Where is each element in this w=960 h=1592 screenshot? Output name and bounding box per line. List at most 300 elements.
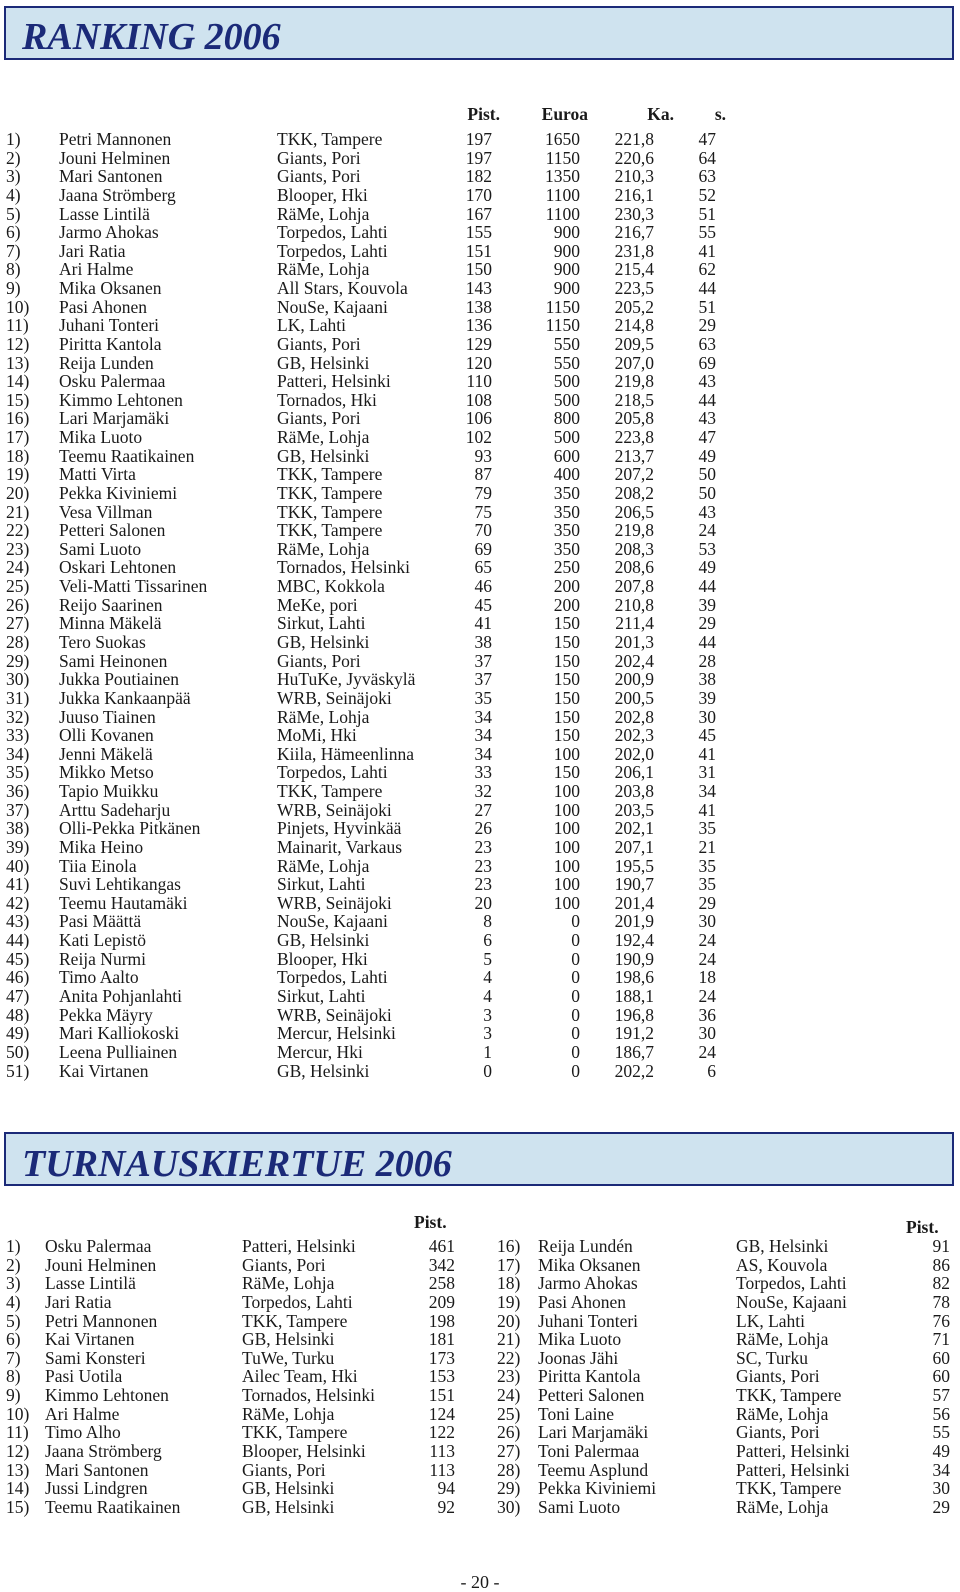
tour-row <box>0 1479 960 1498</box>
series: 35 <box>698 818 716 839</box>
series: 64 <box>698 147 716 168</box>
rank: 11) <box>6 1422 29 1443</box>
points: 65 <box>474 557 492 578</box>
player-name: Sami Luoto <box>59 538 142 559</box>
team: Blooper, Hki <box>277 184 368 205</box>
average: 231,8 <box>614 240 654 261</box>
points: 30 <box>932 1478 950 1499</box>
series: 28 <box>698 650 716 671</box>
euros: 500 <box>553 371 580 392</box>
player-name: Teemu Asplund <box>538 1459 649 1480</box>
series: 24 <box>698 1041 716 1062</box>
series: 62 <box>698 259 716 280</box>
euros: 0 <box>571 967 580 988</box>
euros: 250 <box>553 557 580 578</box>
series: 24 <box>698 985 716 1006</box>
ranking-row <box>0 912 960 931</box>
average: 210,3 <box>614 166 654 187</box>
team: TKK, Tampere <box>277 482 383 503</box>
rank: 16) <box>6 408 30 429</box>
points: 37 <box>474 650 492 671</box>
rank: 20) <box>497 1310 521 1331</box>
points: 3 <box>483 1004 492 1025</box>
team: GB, Helsinki <box>736 1236 829 1256</box>
points: 37 <box>474 669 492 690</box>
header-s: s. <box>714 104 726 124</box>
player-name: Teemu Raatikainen <box>45 1496 181 1517</box>
points: 129 <box>465 333 492 354</box>
player-name: Piritta Kantola <box>59 333 162 354</box>
team: TKK, Tampere <box>277 129 383 149</box>
average: 190,9 <box>614 948 654 969</box>
team: Mercur, Hki <box>277 1041 363 1062</box>
euros: 1350 <box>545 166 580 187</box>
points: 3 <box>483 1023 492 1044</box>
average: 200,9 <box>614 669 654 690</box>
series: 43 <box>698 408 716 429</box>
player-name: Piritta Kantola <box>538 1366 641 1387</box>
ranking-title: RANKING 2006 <box>22 16 281 58</box>
euros: 350 <box>553 482 580 503</box>
series: 49 <box>698 557 716 578</box>
points: 49 <box>932 1440 950 1461</box>
average: 210,8 <box>614 594 654 615</box>
series: 44 <box>698 389 716 410</box>
average: 219,8 <box>614 371 654 392</box>
average: 190,7 <box>614 874 654 895</box>
points: 70 <box>474 520 492 541</box>
series: 41 <box>698 799 716 820</box>
tour-row <box>0 1274 960 1293</box>
tour-row <box>0 1461 960 1480</box>
team: MoMi, Hki <box>277 725 357 746</box>
player-name: Pasi Ahonen <box>538 1291 626 1312</box>
player-name: Timo Alho <box>45 1422 121 1443</box>
player-name: Matti Virta <box>59 464 136 485</box>
series: 30 <box>698 706 716 727</box>
points: 56 <box>932 1403 950 1424</box>
euros: 1150 <box>545 296 580 317</box>
points: 60 <box>932 1366 950 1387</box>
ranking-row <box>0 745 960 764</box>
rank: 45) <box>6 948 30 969</box>
team: Torpedos, Lahti <box>277 240 388 261</box>
player-name: Minna Mäkelä <box>59 613 162 634</box>
team: Giants, Pori <box>242 1254 326 1275</box>
player-name: Jukka Poutiainen <box>59 669 180 690</box>
points: 34 <box>474 706 492 727</box>
average: 216,7 <box>614 222 654 243</box>
team: NouSe, Kajaani <box>736 1291 847 1312</box>
ranking-row <box>0 819 960 838</box>
ranking-row <box>0 1062 960 1081</box>
points: 94 <box>437 1478 455 1499</box>
player-name: Pekka Mäyry <box>59 1004 153 1025</box>
average: 201,3 <box>614 632 654 652</box>
euros: 900 <box>553 222 580 243</box>
ranking-row <box>0 1043 960 1062</box>
average: 186,7 <box>614 1041 654 1062</box>
euros: 100 <box>553 892 580 913</box>
player-name: Vesa Villman <box>59 501 153 522</box>
ranking-row <box>0 428 960 447</box>
rank: 17) <box>497 1254 521 1275</box>
ranking-row <box>0 149 960 168</box>
rank: 47) <box>6 985 30 1006</box>
player-name: Kati Lepistö <box>59 930 146 951</box>
euros: 0 <box>571 948 580 969</box>
team: Patteri, Helsinki <box>242 1236 356 1256</box>
team: Blooper, Hki <box>277 948 368 969</box>
points: 46 <box>474 576 492 597</box>
euros: 0 <box>571 1023 580 1044</box>
euros: 900 <box>553 240 580 261</box>
team: WRB, Seinäjoki <box>277 892 392 913</box>
team: Pinjets, Hyvinkää <box>277 818 402 839</box>
points: 110 <box>466 371 492 392</box>
points: 342 <box>428 1254 455 1275</box>
points: 23 <box>474 836 492 857</box>
rank: 12) <box>6 1440 30 1461</box>
rank: 7) <box>6 1347 21 1368</box>
average: 211,4 <box>615 613 654 634</box>
euros: 100 <box>553 874 580 895</box>
points: 29 <box>932 1496 950 1517</box>
points: 69 <box>474 538 492 559</box>
tour-row <box>0 1237 960 1256</box>
rank: 8) <box>6 1366 21 1387</box>
series: 44 <box>698 632 716 652</box>
euros: 550 <box>553 352 580 373</box>
team: Tornados, Helsinki <box>242 1385 375 1406</box>
points: 113 <box>429 1459 455 1480</box>
series: 53 <box>698 538 716 559</box>
euros: 0 <box>571 930 580 951</box>
rank: 13) <box>6 1459 30 1480</box>
points: 113 <box>429 1440 455 1461</box>
points: 6 <box>483 930 492 951</box>
series: 55 <box>698 222 716 243</box>
points: 209 <box>428 1291 455 1312</box>
rank: 3) <box>6 166 21 187</box>
euros: 150 <box>553 706 580 727</box>
player-name: Osku Palermaa <box>45 1236 152 1256</box>
points: 106 <box>465 408 492 429</box>
euros: 0 <box>571 1004 580 1025</box>
rank: 3) <box>6 1273 21 1294</box>
team: NouSe, Kajaani <box>277 296 388 317</box>
team: RäMe, Lohja <box>736 1403 829 1424</box>
rank: 24) <box>6 557 30 578</box>
average: 221,8 <box>614 129 654 149</box>
team: GB, Helsinki <box>277 632 370 652</box>
euros: 150 <box>553 669 580 690</box>
rank: 15) <box>6 1496 30 1517</box>
average: 203,5 <box>614 799 654 820</box>
average: 206,5 <box>614 501 654 522</box>
rank: 49) <box>6 1023 30 1044</box>
player-name: Jouni Helminen <box>59 147 171 168</box>
points: 197 <box>465 129 492 149</box>
euros: 1100 <box>545 184 580 205</box>
player-name: Mari Santonen <box>45 1459 149 1480</box>
ranking-row <box>0 186 960 205</box>
team: MBC, Kokkola <box>277 576 385 597</box>
average: 201,4 <box>614 892 654 913</box>
points: 170 <box>465 184 492 205</box>
player-name: Juuso Tiainen <box>59 706 156 727</box>
average: 208,3 <box>614 538 654 559</box>
series: 29 <box>698 315 716 336</box>
points: 79 <box>474 482 492 503</box>
rank: 20) <box>6 482 30 503</box>
rank: 30) <box>497 1496 521 1517</box>
player-name: Joonas Jähi <box>538 1347 619 1368</box>
series: 63 <box>698 333 716 354</box>
average: 218,5 <box>614 389 654 410</box>
rank: 23) <box>6 538 30 559</box>
team: TKK, Tampere <box>277 781 383 802</box>
player-name: Pasi Ahonen <box>59 296 147 317</box>
player-name: Toni Palermaa <box>538 1440 640 1461</box>
rank: 8) <box>6 259 21 280</box>
player-name: Pekka Kiviniemi <box>59 482 178 503</box>
ranking-row <box>0 558 960 577</box>
average: 201,9 <box>614 911 654 932</box>
points: 102 <box>465 427 492 448</box>
series: 39 <box>698 687 716 708</box>
euros: 150 <box>553 650 580 671</box>
player-name: Ari Halme <box>59 259 134 280</box>
player-name: Mika Oksanen <box>538 1254 641 1275</box>
player-name: Olli Kovanen <box>59 725 154 746</box>
team: Torpedos, Lahti <box>242 1291 353 1312</box>
tour-left-header-pist: Pist. <box>414 1212 447 1232</box>
euros: 200 <box>553 594 580 615</box>
rank: 2) <box>6 1254 21 1275</box>
player-name: Lasse Lintilä <box>59 203 150 224</box>
points: 93 <box>474 445 492 466</box>
rank: 37) <box>6 799 30 820</box>
series: 69 <box>698 352 716 373</box>
header-euroa: Euroa <box>541 104 588 124</box>
euros: 150 <box>553 725 580 746</box>
tour-title: TURNAUSKIERTUE 2006 <box>22 1143 452 1185</box>
team: GB, Helsinki <box>242 1496 335 1517</box>
team: GB, Helsinki <box>242 1478 335 1499</box>
series: 39 <box>698 594 716 615</box>
rank: 11) <box>6 315 29 336</box>
player-name: Lari Marjamäki <box>538 1422 649 1443</box>
team: GB, Helsinki <box>277 1060 370 1081</box>
average: 202,0 <box>614 743 654 764</box>
series: 24 <box>698 520 716 541</box>
rank: 44) <box>6 930 30 951</box>
player-name: Petri Mannonen <box>45 1310 158 1331</box>
series: 50 <box>698 464 716 485</box>
ranking-row <box>0 931 960 950</box>
euros: 1100 <box>545 203 580 224</box>
points: 71 <box>932 1329 950 1350</box>
rank: 14) <box>6 1478 30 1499</box>
euros: 400 <box>553 464 580 485</box>
tour-row <box>0 1293 960 1312</box>
average: 208,2 <box>614 482 654 503</box>
points: 60 <box>932 1347 950 1368</box>
team: RäMe, Lohja <box>277 203 370 224</box>
euros: 350 <box>553 538 580 559</box>
points: 151 <box>465 240 492 261</box>
points: 151 <box>428 1385 455 1406</box>
team: Torpedos, Lahti <box>277 762 388 783</box>
team: NouSe, Kajaani <box>277 911 388 932</box>
series: 24 <box>698 930 716 951</box>
player-name: Jussi Lindgren <box>45 1478 148 1499</box>
average: 188,1 <box>614 985 654 1006</box>
average: 198,6 <box>614 967 654 988</box>
ranking-row <box>0 968 960 987</box>
rank: 1) <box>6 1236 21 1256</box>
ranking-header <box>0 105 960 124</box>
player-name: Reija Lunden <box>59 352 154 373</box>
series: 51 <box>698 203 716 224</box>
average: 215,4 <box>614 259 654 280</box>
player-name: Sami Heinonen <box>59 650 168 671</box>
series: 41 <box>698 743 716 764</box>
rank: 9) <box>6 278 21 299</box>
tour-right-header-pist: Pist. <box>906 1217 939 1237</box>
player-name: Olli-Pekka Pitkänen <box>59 818 201 839</box>
team: Giants, Pori <box>736 1366 820 1387</box>
player-name: Oskari Lehtonen <box>59 557 177 578</box>
rank: 26) <box>6 594 30 615</box>
ranking-row <box>0 987 960 1006</box>
team: All Stars, Kouvola <box>277 278 408 299</box>
points: 4 <box>483 985 492 1006</box>
average: 202,8 <box>614 706 654 727</box>
average: 223,8 <box>614 427 654 448</box>
euros: 350 <box>553 520 580 541</box>
rank: 43) <box>6 911 30 932</box>
average: 207,1 <box>614 836 654 857</box>
rank: 48) <box>6 1004 30 1025</box>
series: 43 <box>698 371 716 392</box>
series: 30 <box>698 911 716 932</box>
ranking-banner <box>4 6 954 60</box>
points: 182 <box>465 166 492 187</box>
ranking-row <box>0 875 960 894</box>
average: 200,5 <box>614 687 654 708</box>
average: 195,5 <box>614 855 654 876</box>
points: 23 <box>474 874 492 895</box>
euros: 350 <box>553 501 580 522</box>
team: Giants, Pori <box>242 1459 326 1480</box>
euros: 1150 <box>545 315 580 336</box>
player-name: Tiia Einola <box>59 855 137 876</box>
average: 207,2 <box>614 464 654 485</box>
points: 155 <box>465 222 492 243</box>
average: 202,1 <box>614 818 654 839</box>
points: 23 <box>474 855 492 876</box>
points: 136 <box>465 315 492 336</box>
series: 43 <box>698 501 716 522</box>
ranking-row <box>0 894 960 913</box>
points: 82 <box>932 1273 950 1294</box>
rank: 13) <box>6 352 30 373</box>
rank: 27) <box>497 1440 521 1461</box>
average: 202,2 <box>614 1060 654 1081</box>
ranking-row <box>0 614 960 633</box>
points: 38 <box>474 632 492 652</box>
rank: 24) <box>497 1385 521 1406</box>
points: 32 <box>474 781 492 802</box>
ranking-row <box>0 521 960 540</box>
tour-row <box>0 1367 960 1386</box>
series: 63 <box>698 166 716 187</box>
player-name: Mika Oksanen <box>59 278 162 299</box>
ranking-row <box>0 242 960 261</box>
player-name: Jouni Helminen <box>45 1254 157 1275</box>
rank: 18) <box>6 445 30 466</box>
header-ka: Ka. <box>647 104 674 124</box>
series: 18 <box>698 967 716 988</box>
average: 206,1 <box>614 762 654 783</box>
euros: 100 <box>553 781 580 802</box>
points: 120 <box>465 352 492 373</box>
points: 45 <box>474 594 492 615</box>
ranking-row <box>0 167 960 186</box>
average: 207,8 <box>614 576 654 597</box>
team: Tornados, Hki <box>277 389 377 410</box>
points: 122 <box>428 1422 455 1443</box>
player-name: Lasse Lintilä <box>45 1273 136 1294</box>
player-name: Jenni Mäkelä <box>59 743 153 764</box>
ranking-row <box>0 782 960 801</box>
rank: 27) <box>6 613 30 634</box>
points: 34 <box>474 725 492 746</box>
series: 34 <box>698 781 716 802</box>
points: 258 <box>428 1273 455 1294</box>
rank: 9) <box>6 1385 21 1406</box>
euros: 100 <box>553 836 580 857</box>
points: 150 <box>465 259 492 280</box>
player-name: Kai Virtanen <box>59 1060 149 1081</box>
rank: 29) <box>497 1478 521 1499</box>
ranking-row <box>0 484 960 503</box>
rank: 5) <box>6 203 21 224</box>
points: 173 <box>428 1347 455 1368</box>
player-name: Petri Mannonen <box>59 129 172 149</box>
team: Torpedos, Lahti <box>736 1273 847 1294</box>
points: 34 <box>474 743 492 764</box>
player-name: Arttu Sadeharju <box>59 799 171 820</box>
team: Patteri, Helsinki <box>736 1459 850 1480</box>
euros: 1150 <box>545 147 580 168</box>
player-name: Sami Konsteri <box>45 1347 146 1368</box>
points: 26 <box>474 818 492 839</box>
player-name: Mika Heino <box>59 836 144 857</box>
points: 86 <box>932 1254 950 1275</box>
team: Tornados, Helsinki <box>277 557 410 578</box>
player-name: Ari Halme <box>45 1403 120 1424</box>
series: 21 <box>698 836 716 857</box>
team: RäMe, Lohja <box>242 1403 335 1424</box>
ranking-row <box>0 503 960 522</box>
team: WRB, Seinäjoki <box>277 687 392 708</box>
ranking-row <box>0 1024 960 1043</box>
rank: 2) <box>6 147 21 168</box>
player-name: Teemu Hautamäki <box>59 892 188 913</box>
